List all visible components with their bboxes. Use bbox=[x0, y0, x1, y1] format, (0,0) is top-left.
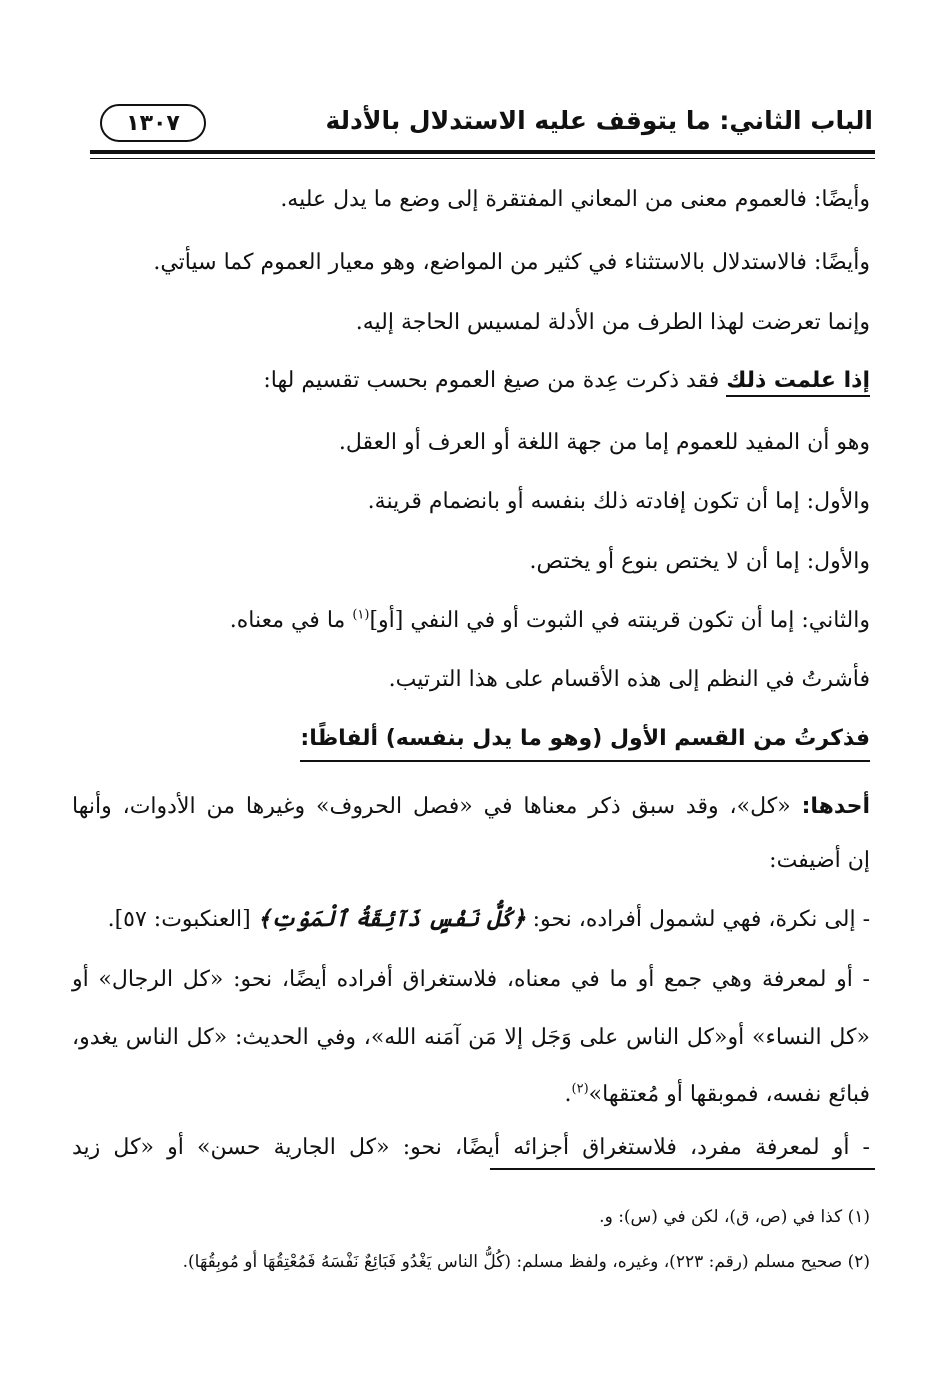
header-rule-thin bbox=[90, 158, 875, 159]
footnote-1: (١) كذا في (ص، ق)، لكن في (س): و. bbox=[599, 1207, 870, 1227]
body-line-10-text: «كل»، وقد سبق ذكر معناها في «فصل الحروف» وغيرها من الأدوات، وأنها bbox=[72, 794, 802, 819]
body-line-13: - أو لمعرفة وهي جمع أو ما في معناه، فلاستغراق أفراده أيضًا، نحو: «كل الرجال» أو bbox=[72, 967, 870, 992]
body-line-11: إن أضيفت: bbox=[769, 848, 870, 873]
body-line-5: وهو أن المفيد للعموم إما من جهة اللغة أو العرف أو العقل. bbox=[338, 430, 870, 455]
body-line-9: فأشرتُ في النظم إلى هذه الأقسام على هذا الترتيب. bbox=[388, 667, 870, 692]
quran-verse: ﴿كُلُّ نَفْسٍ ذَآئِقَةُ ٱلْمَوْتِ﴾ bbox=[257, 906, 526, 932]
body-line-16: - أو لمعرفة مفرد، فلاستغراق أجزائه أيضًا، نحو: «كل الجارية حسن» أو «كل زيد bbox=[72, 1135, 870, 1160]
body-line-12 bbox=[108, 904, 870, 935]
body-line-10 bbox=[72, 792, 870, 822]
header-rule-thick bbox=[90, 150, 875, 154]
body-line-8-text-b: ما في معناه. bbox=[229, 608, 353, 633]
body-line-2: وأيضًا: فالاستدلال بالاستثناء في كثير من المواضع، وهو معيار العموم كما سيأتي. bbox=[153, 250, 870, 275]
body-line-6: والأول: إما أن تكون إفادته ذلك بنفسه أو بانضمام قرينة. bbox=[367, 489, 870, 514]
body-line-15-text-b: . bbox=[564, 1082, 572, 1107]
running-title: الباب الثاني: ما يتوقف عليه الاستدلال بالأدلة bbox=[325, 106, 873, 135]
body-line-8-text-a: والثاني: إما أن تكون قرينته في الثبوت أو في النفي [أو] bbox=[369, 608, 870, 633]
section-heading: فذكرتُ من القسم الأول (وهو ما يدل بنفسه) ألفاظًا: bbox=[300, 724, 870, 762]
page-number-badge: ١٣٠٧ bbox=[100, 104, 206, 142]
keyword-if-known: إذا علمت ذلك bbox=[726, 368, 870, 397]
body-line-14: «كل النساء» أو«كل الناس على وَجَل إلا مَن آمَنه الله»، وفي الحديث: «كل الناس يغدو، bbox=[72, 1025, 870, 1050]
body-line-12-text-a: - إلى نكرة، فهي لشمول أفراده، نحو: bbox=[525, 907, 870, 932]
body-line-15 bbox=[565, 1080, 870, 1110]
body-line-4-text: فقد ذكرت عِدة من صيغ العموم بحسب تقسيم لها: bbox=[263, 368, 727, 393]
body-line-15-text-a: فبائع نفسه، فموبقها أو مُعتقها» bbox=[588, 1082, 870, 1107]
keyword-first: أحدها: bbox=[801, 794, 870, 819]
footnote-ref-2[interactable]: (٢) bbox=[571, 1081, 589, 1097]
body-line-3: وإنما تعرضت لهذا الطرف من الأدلة لمسيس الحاجة إليه. bbox=[355, 310, 870, 335]
footnote-rule bbox=[490, 1168, 875, 1170]
body-line-4 bbox=[263, 366, 870, 396]
section-heading-wrap bbox=[300, 724, 870, 762]
footnote-2: (٢) صحيح مسلم (رقم: ٢٢٣)، وغيره، ولفظ مسلم: (كُلُّ الناس يَغْدُو فَبَائِعٌ نَفْسَهُ فَمُعْتِقُهَا أو مُوبِقُهَا). bbox=[182, 1252, 870, 1272]
footnote-ref-1[interactable]: (١) bbox=[352, 607, 370, 623]
body-line-7: والأول: إما أن لا يختص بنوع أو يختص. bbox=[529, 549, 870, 574]
body-line-8 bbox=[230, 606, 870, 636]
body-line-12-text-b: [العنكبوت: ٥٧]. bbox=[107, 907, 258, 932]
body-line-1: وأيضًا: فالعموم معنى من المعاني المفتقرة إلى وضع ما يدل عليه. bbox=[280, 187, 870, 212]
